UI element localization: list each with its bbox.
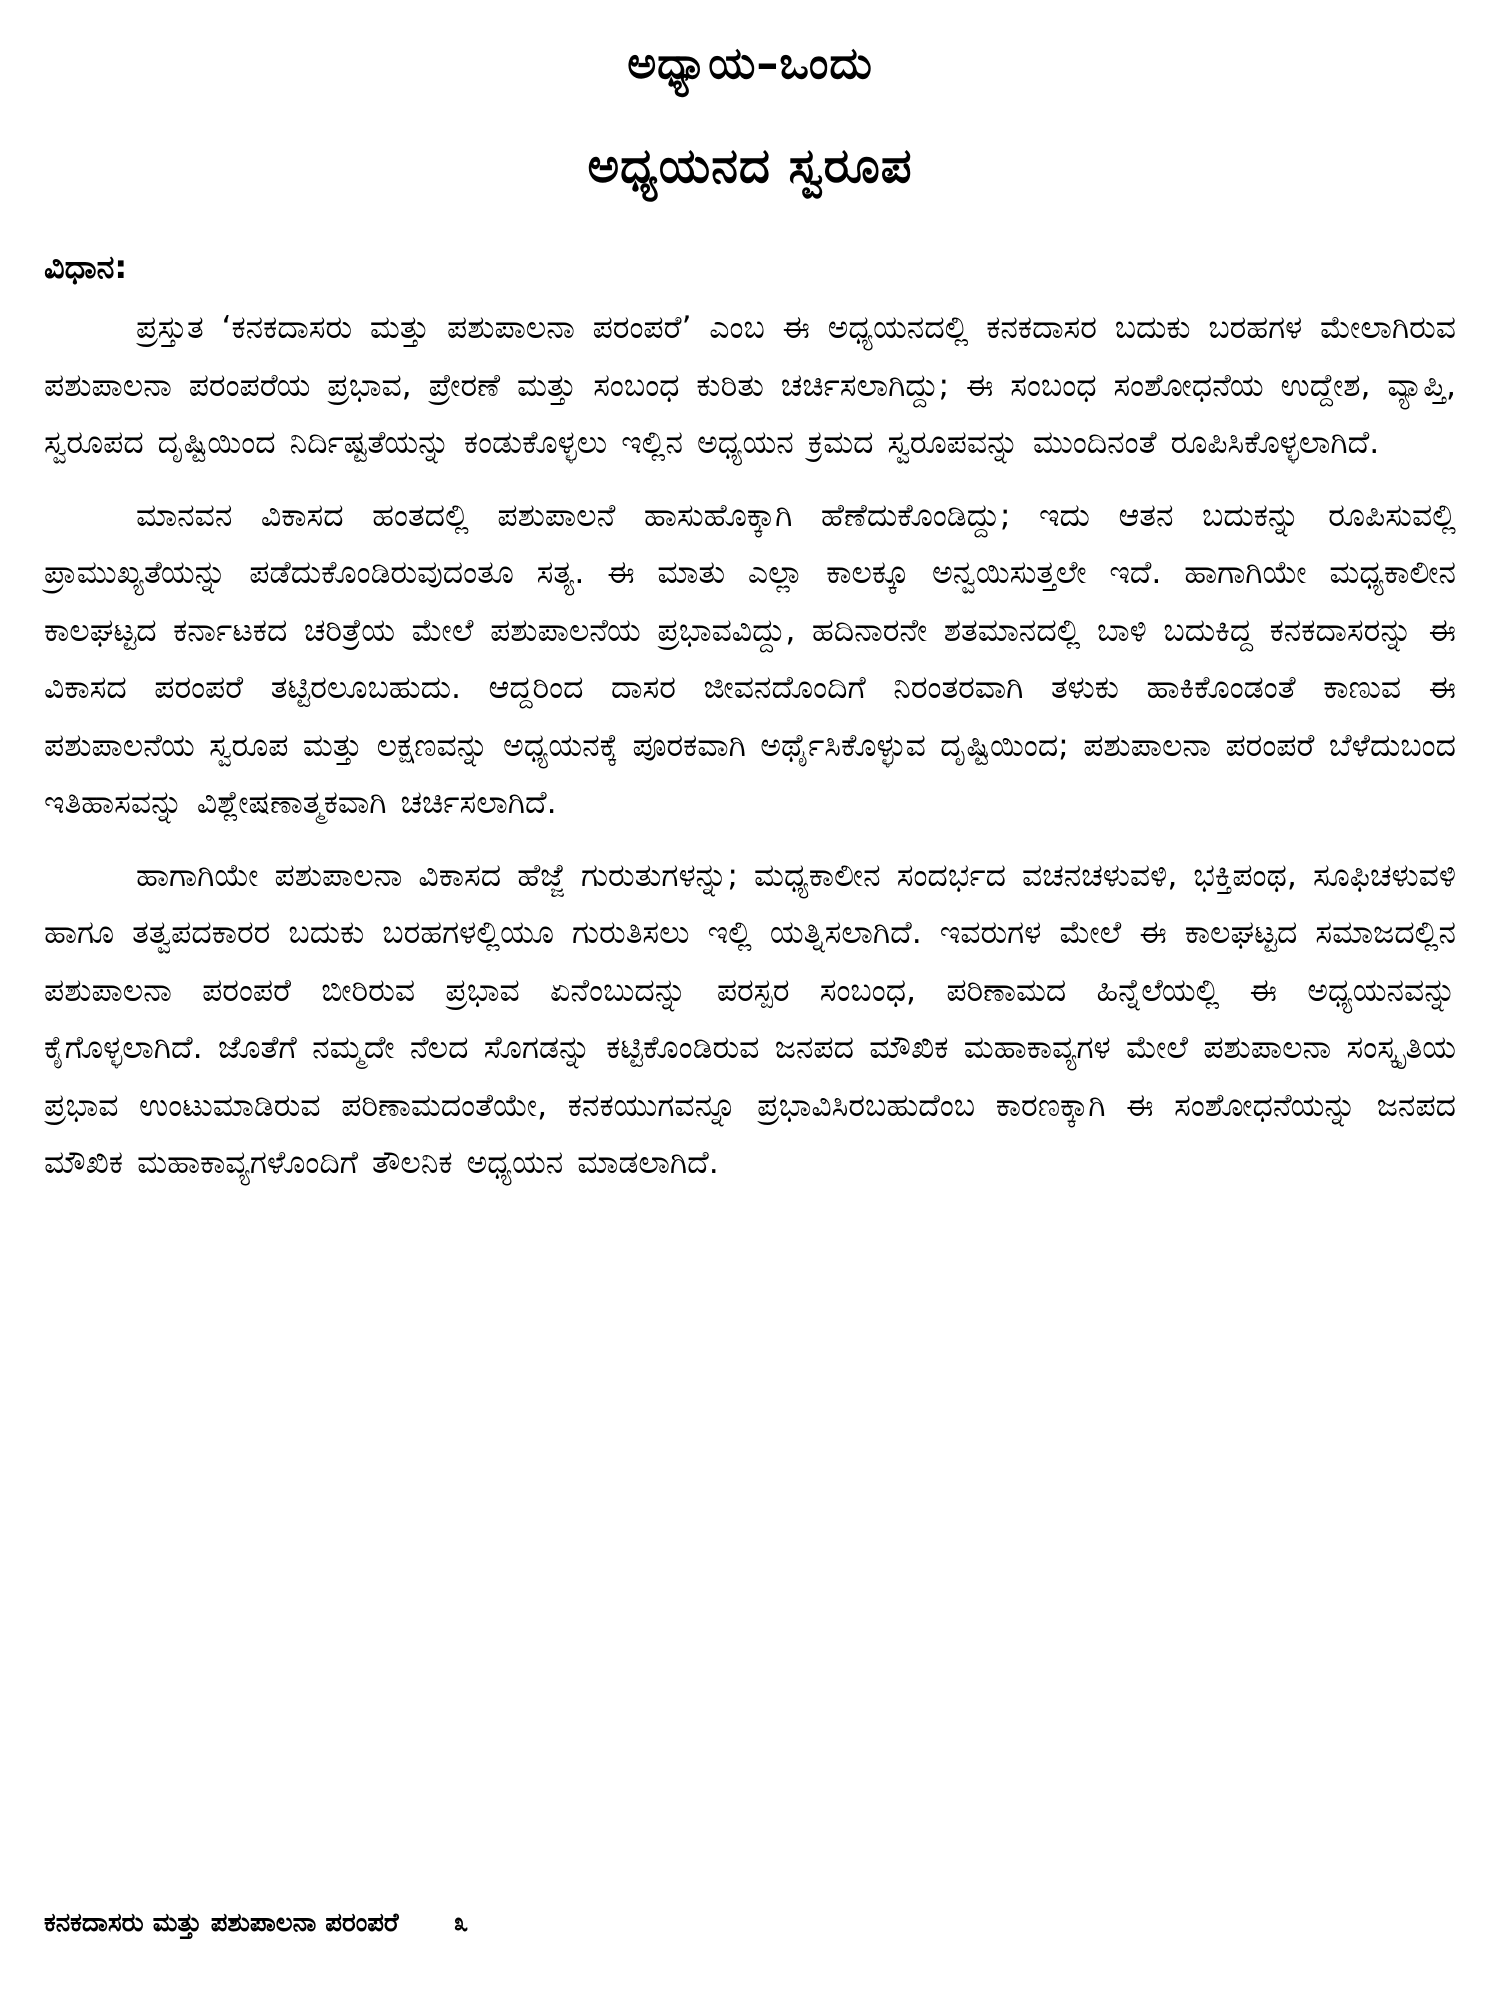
page-number: ೩: [453, 1908, 469, 1938]
body-text: [44, 300, 1456, 1208]
paragraph-2: ಮಾನವನ ವಿಕಾಸದ ಹಂತದಲ್ಲಿ ಪಶುಪಾಲನೆ ಹಾಸುಹೊಕ್ಕಾಗಿ ಹೆಣೆದುಕೊಂಡಿದ್ದು; ಇದು ಆತನ ಬದುಕನ್ನು ರೂಪಿಸುವಲ್ಲಿ ಪ್ರಾಮುಖ್ಯತೆಯನ್ನು ಪಡೆದುಕೊಂಡಿರುವುದಂತೂ ಸತ್ಯ. ಈ ಮಾತು ಎಲ್ಲಾ ಕಾಲಕ್ಕೂ ಅನ್ವಯಿಸುತ್ತಲೇ ಇದೆ. ಹಾಗಾಗಿಯೇ ಮಧ್ಯಕಾಲೀನ ಕಾಲಘಟ್ಟದ ಕರ್ನಾಟಕದ ಚರಿತ್ರೆಯ ಮೇಲೆ ಪಶುಪಾಲನೆಯ ಪ್ರಭಾವವಿದ್ದು, ಹದಿನಾರನೇ ಶತಮಾನದಲ್ಲಿ ಬಾಳಿ ಬದುಕಿದ್ದ ಕನಕದಾಸರನ್ನು ಈ ವಿಕಾಸದ ಪರಂಪರೆ ತಟ್ಟಿರಲೂಬಹುದು. ಆದ್ದರಿಂದ ದಾಸರ ಜೀವನದೊಂದಿಗೆ ನಿರಂತರವಾಗಿ ತಳುಕು ಹಾಕಿಕೊಂಡಂತೆ ಕಾಣುವ ಈ ಪಶುಪಾಲನೆಯ ಸ್ವರೂಪ ಮತ್ತು ಲಕ್ಷಣವನ್ನು ಅಧ್ಯಯನಕ್ಕೆ ಪೂರಕವಾಗಿ ಅರ್ಥೈಸಿಕೊಳ್ಳುವ ದೃಷ್ಟಿಯಿಂದ; ಪಶುಪಾಲನಾ ಪರಂಪರೆ ಬೆಳೆದುಬಂದ ಇತಿಹಾಸವನ್ನು ವಿಶ್ಲೇಷಣಾತ್ಮಕವಾಗಿ ಚರ್ಚಿಸಲಾಗಿದೆ.: [44, 497, 1456, 821]
page-title: ಅಧ್ಯಯನದ ಸ್ವರೂಪ: [587, 138, 913, 194]
section-heading: ವಿಧಾನ:: [44, 248, 128, 286]
paragraph-1: ಪ್ರಸ್ತುತ ‘ಕನಕದಾಸರು ಮತ್ತು ಪಶುಪಾಲನಾ ಪರಂಪರೆ’ ಎಂಬ ಈ ಅಧ್ಯಯನದಲ್ಲಿ ಕನಕದಾಸರ ಬದುಕು ಬರಹಗಳ ಮೇಲಾಗಿರುವ ಪಶುಪಾಲನಾ ಪರಂಪರೆಯ ಪ್ರಭಾವ, ಪ್ರೇರಣೆ ಮತ್ತು ಸಂಬಂಧ ಕುರಿತು ಚರ್ಚಿಸಲಾಗಿದ್ದು; ಈ ಸಂಬಂಧ ಸಂಶೋಧನೆಯ ಉದ್ದೇಶ, ವ್ಯಾಪ್ತಿ, ಸ್ವರೂಪದ ದೃಷ್ಟಿಯಿಂದ ನಿರ್ದಿಷ್ಟತೆಯನ್ನು ಕಂಡುಕೊಳ್ಳಲು ಇಲ್ಲಿನ ಅಧ್ಯಯನ ಕ್ರಮದ ಸ್ವರೂಪವನ್ನು ಮುಂದಿನಂತೆ ರೂಪಿಸಿಕೊಳ್ಳಲಾಗಿದೆ.: [44, 310, 1456, 461]
page-footer: [44, 1908, 468, 1939]
paragraph-3: ಹಾಗಾಗಿಯೇ ಪಶುಪಾಲನಾ ವಿಕಾಸದ ಹೆಜ್ಜೆ ಗುರುತುಗಳನ್ನು; ಮಧ್ಯಕಾಲೀನ ಸಂದರ್ಭದ ವಚನಚಳುವಳಿ, ಭಕ್ತಿಪಂಥ, ಸೂಫಿಚಳುವಳಿ ಹಾಗೂ ತತ್ವಪದಕಾರರ ಬದುಕು ಬರಹಗಳಲ್ಲಿಯೂ ಗುರುತಿಸಲು ಇಲ್ಲಿ ಯತ್ನಿಸಲಾಗಿದೆ. ಇವರುಗಳ ಮೇಲೆ ಈ ಕಾಲಘಟ್ಟದ ಸಮಾಜದಲ್ಲಿನ ಪಶುಪಾಲನಾ ಪರಂಪರೆ ಬೀರಿರುವ ಪ್ರಭಾವ ಏನೆಂಬುದನ್ನು ಪರಸ್ಪರ ಸಂಬಂಧ, ಪರಿಣಾಮದ ಹಿನ್ನೆಲೆಯಲ್ಲಿ ಈ ಅಧ್ಯಯನವನ್ನು ಕೈಗೊಳ್ಳಲಾಗಿದೆ. ಜೊತೆಗೆ ನಮ್ಮದೇ ನೆಲದ ಸೊಗಡನ್ನು ಕಟ್ಟಿಕೊಂಡಿರುವ ಜನಪದ ಮೌಖಿಕ ಮಹಾಕಾವ್ಯಗಳ ಮೇಲೆ ಪಶುಪಾಲನಾ ಸಂಸ್ಕೃತಿಯ ಪ್ರಭಾವ ಉಂಟುಮಾಡಿರುವ ಪರಿಣಾಮದಂತೆಯೇ, ಕನಕಯುಗವನ್ನೂ ಪ್ರಭಾವಿಸಿರಬಹುದೆಂಬ ಕಾರಣಕ್ಕಾಗಿ ಈ ಸಂಶೋಧನೆಯನ್ನು ಜನಪದ ಮೌಖಿಕ ಮಹಾಕಾವ್ಯಗಳೊಂದಿಗೆ ತೌಲನಿಕ ಅಧ್ಯಯನ ಮಾಡಲಾಗಿದೆ.: [44, 857, 1456, 1181]
chapter-heading: ಅಧ್ಯಾಯ–ಒಂದು: [627, 38, 873, 89]
footer-book-title: ಕನಕದಾಸರು ಮತ್ತು ಪಶುಪಾಲನಾ ಪರಂಪರೆ: [44, 1908, 399, 1938]
